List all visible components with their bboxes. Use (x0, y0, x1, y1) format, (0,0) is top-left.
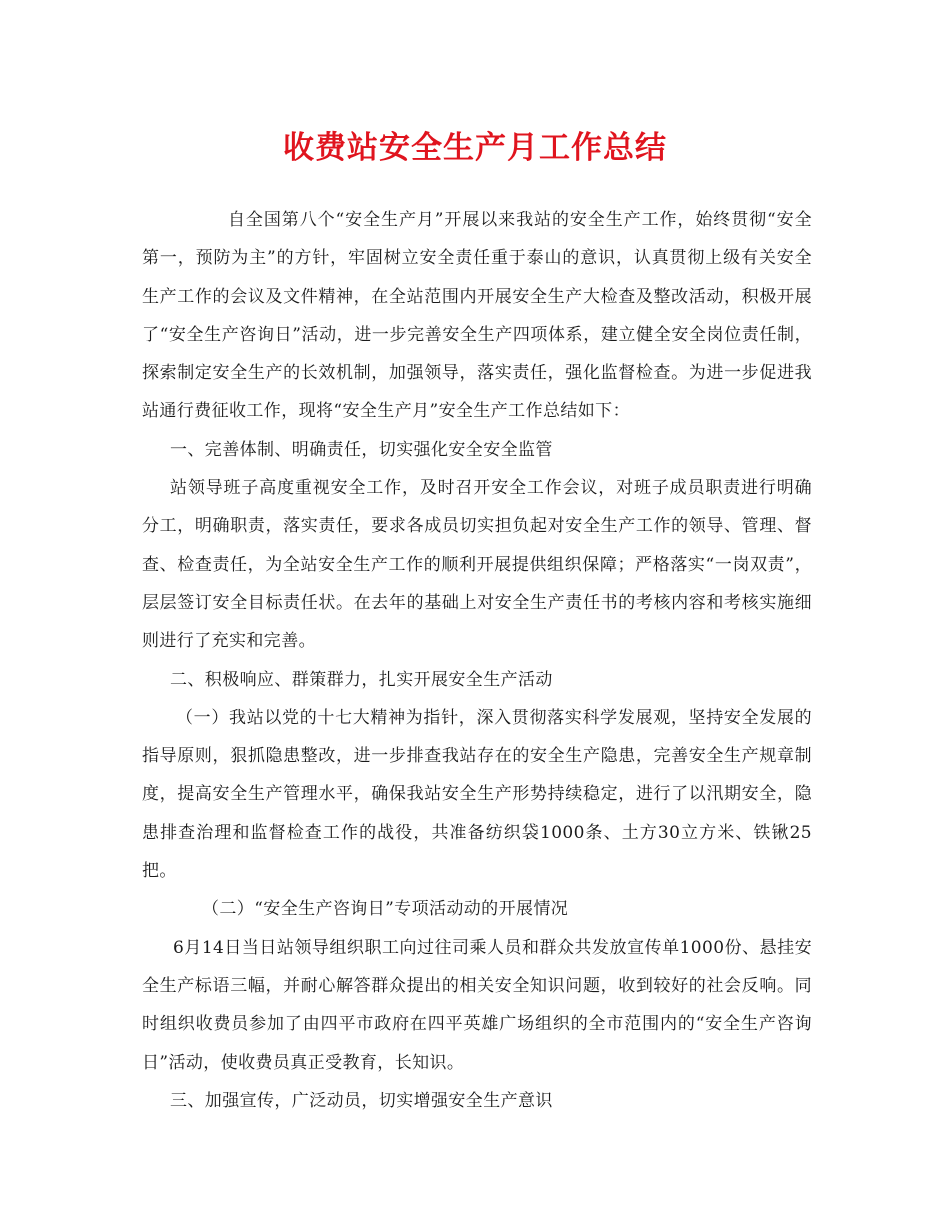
document-body (142, 201, 812, 1120)
document-title: 收费站安全生产月工作总结 (283, 130, 667, 166)
subsection-heading-2: （二）“安全生产咨询日”专项活动动的开展情况 (202, 899, 569, 920)
section-1-paragraph: 站领导班子高度重视安全工作，及时召开安全工作会议，对班子成员职责进行明确分工，明确职责，落实责任，要求各成员切实担负起对安全生产工作的领导、管理、督查、检查责任，为全站安全生产工作的顺利开展提供组织保障；严格落实“一岗双责”，层层签订安全目标责任状。在去年的基础上对安全生产责任书的考核内容和考核实施细则进行了充实和完善。 (142, 478, 812, 652)
intro-paragraph: 自全国第八个“安全生产月”开展以来我站的安全生产工作，始终贯彻“安全第一，预防为主”的方针，牢固树立安全责任重于泰山的意识，认真贯彻上级有关安全生产工作的会议及文件精神，在全站范围内开展安全生产大检查及整改活动，积极开展了“安全生产咨询日”活动，进一步完善安全生产四项体系，建立健全安全岗位责任制，探索制定安全生产的长效机制，加强领导，落实责任，强化监督检查。为进一步促进我站通行费征收工作，现将“安全生产月”安全生产工作总结如下： (142, 210, 812, 422)
section-heading-3: 三、加强宣传，广泛动员，切实增强安全生产意识 (170, 1090, 553, 1111)
section-heading-1: 一、完善体制、明确责任，切实强化安全安全监管 (170, 439, 553, 460)
subsection-2-paragraph: 6月14日当日站领导组织职工向过往司乘人员和群众共发放宣传单1000份、悬挂安全生产标语三幅，并耐心解答群众提出的相关安全知识问题，收到较好的社会反响。同时组织收费员参加了由四平市政府在四平英雄广场组织的全市范围内的“安全生产咨询日”活动，使收费员真正受教育，长知识。 (142, 937, 812, 1073)
section-heading-2: 二、积极响应、群策群力，扎实开展安全生产活动 (170, 669, 553, 690)
subsection-1-paragraph: （一）我站以党的十七大精神为指针，深入贯彻落实科学发展观，坚持安全发展的指导原则，狠抓隐患整改，进一步排查我站存在的安全生产隐患，完善安全生产规章制度，提高安全生产管理水平，确保我站安全生产形势持续稳定，进行了以汛期安全，隐患排查治理和监督检查工作的战役，共准备纺织袋1000条、土方30立方米、铁锹25把。 (142, 707, 812, 882)
